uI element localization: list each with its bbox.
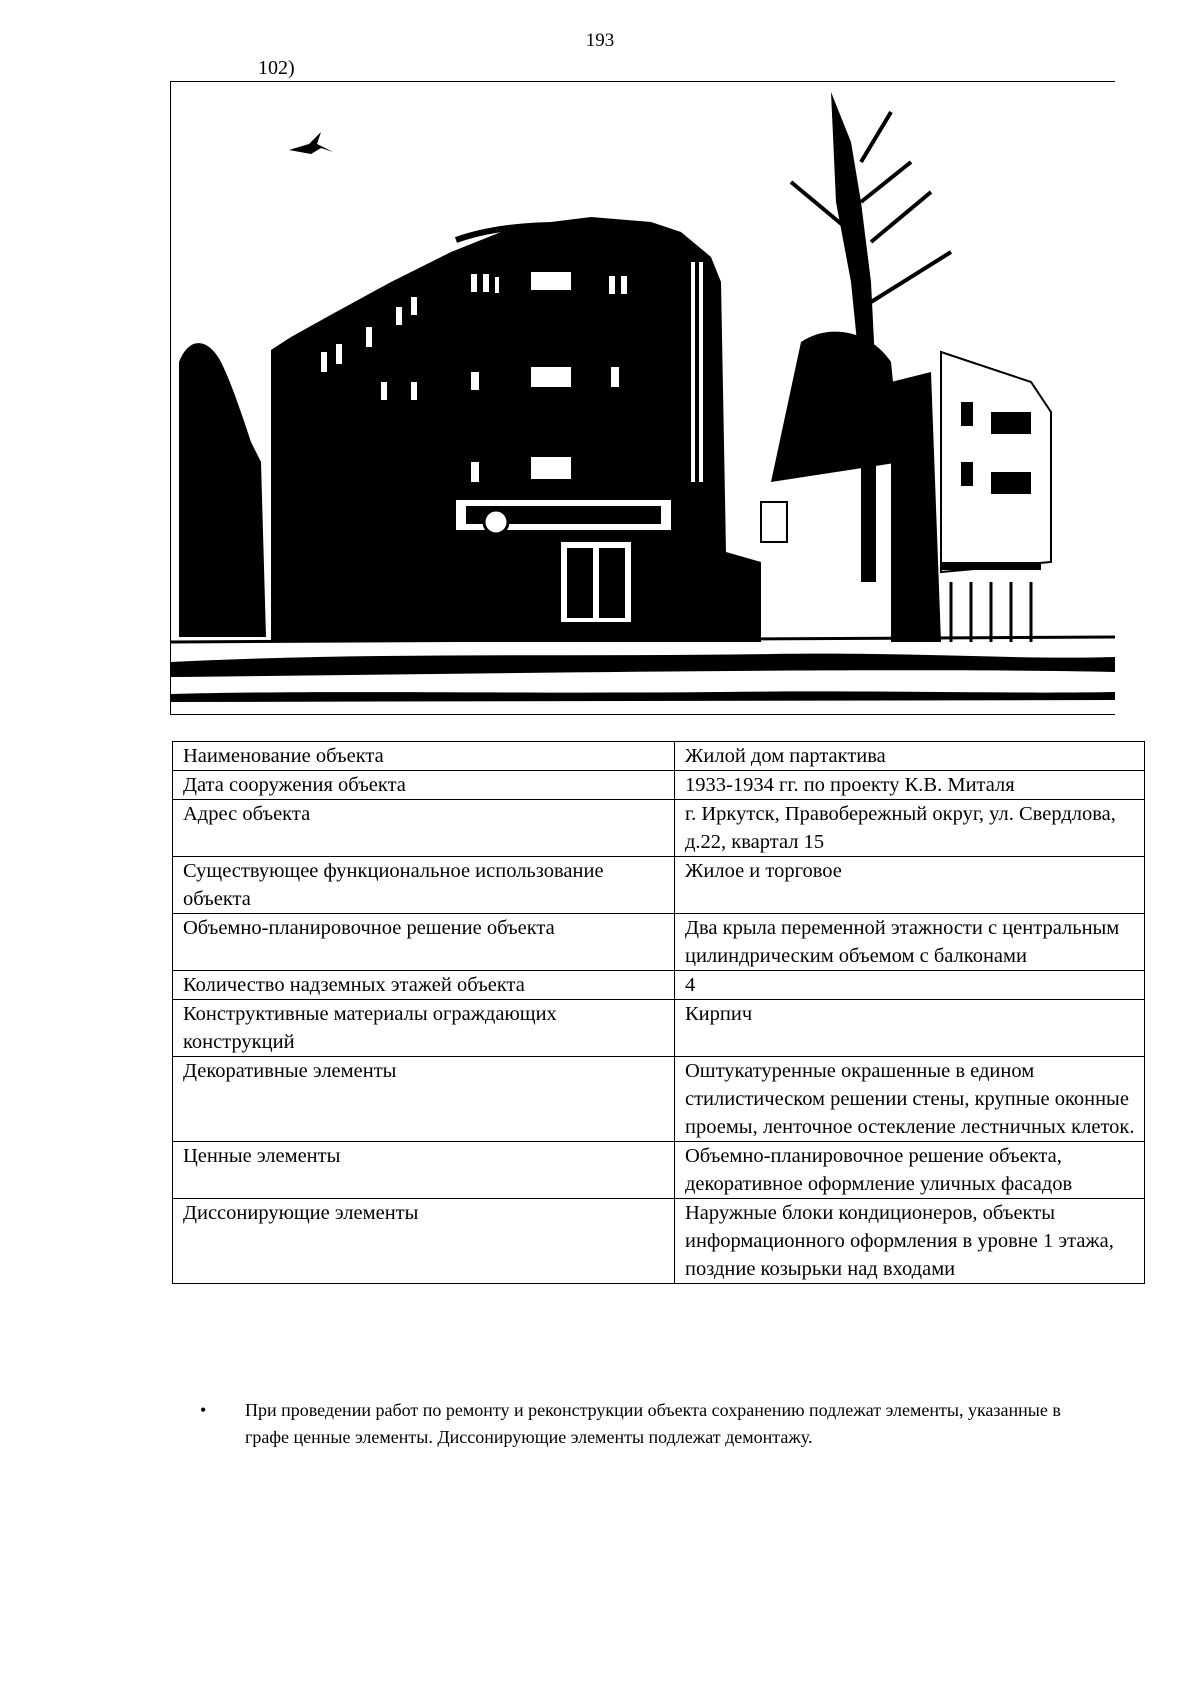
preservation-note xyxy=(200,1397,1080,1451)
row-label: Существующее функциональное использование объекта xyxy=(173,857,675,914)
table-row xyxy=(173,971,1145,1000)
table-row xyxy=(173,857,1145,914)
row-value: 1933-1934 гг. по проекту К.В. Миталя xyxy=(675,771,1145,800)
table-row xyxy=(173,742,1145,771)
note-text: При проведении работ по ремонту и реконструкции объекта сохранению подлежат элементы, указанные в графе ценные элементы. Диссонирующие элементы подлежат демонтажу. xyxy=(245,1400,1061,1447)
row-label: Наименование объекта xyxy=(173,742,675,771)
table-row xyxy=(173,1142,1145,1199)
row-value: Кирпич xyxy=(675,1000,1145,1057)
row-label: Диссонирующие элементы xyxy=(173,1199,675,1284)
page-number: 193 xyxy=(585,30,615,51)
row-label: Количество надземных этажей объекта xyxy=(173,971,675,1000)
building-photo-icon xyxy=(171,82,1115,715)
row-label: Адрес объекта xyxy=(173,800,675,857)
row-value: 4 xyxy=(675,971,1145,1000)
table-row xyxy=(173,1057,1145,1142)
table-row xyxy=(173,914,1145,971)
table-row xyxy=(173,1199,1145,1284)
row-label: Конструктивные материалы ограждающих конструкций xyxy=(173,1000,675,1057)
building-photo xyxy=(170,81,1115,715)
row-value: Два крыла переменной этажности с центральным цилиндрическим объемом с балконами xyxy=(675,914,1145,971)
bullet-icon: • xyxy=(200,1400,207,1420)
table-row xyxy=(173,1000,1145,1057)
row-value: Оштукатуренные окрашенные в едином стилистическом решении стены, крупные оконные проемы, ленточное остекление лестничных клеток. xyxy=(675,1057,1145,1142)
row-value: Наружные блоки кондиционеров, объекты информационного оформления в уровне 1 этажа, поздние козырьки над входами xyxy=(675,1199,1145,1284)
row-value: Жилой дом партактива xyxy=(675,742,1145,771)
row-label: Дата сооружения объекта xyxy=(173,771,675,800)
row-label: Декоративные элементы xyxy=(173,1057,675,1142)
table-row xyxy=(173,800,1145,857)
row-label: Объемно-планировочное решение объекта xyxy=(173,914,675,971)
item-number: 102) xyxy=(258,57,295,79)
row-value: г. Иркутск, Правобережный округ, ул. Свердлова, д.22, квартал 15 xyxy=(675,800,1145,857)
table-row xyxy=(173,771,1145,800)
row-value: Жилое и торговое xyxy=(675,857,1145,914)
row-label: Ценные элементы xyxy=(173,1142,675,1199)
object-info-table xyxy=(172,741,1145,1284)
row-value: Объемно-планировочное решение объекта, декоративное оформление уличных фасадов xyxy=(675,1142,1145,1199)
